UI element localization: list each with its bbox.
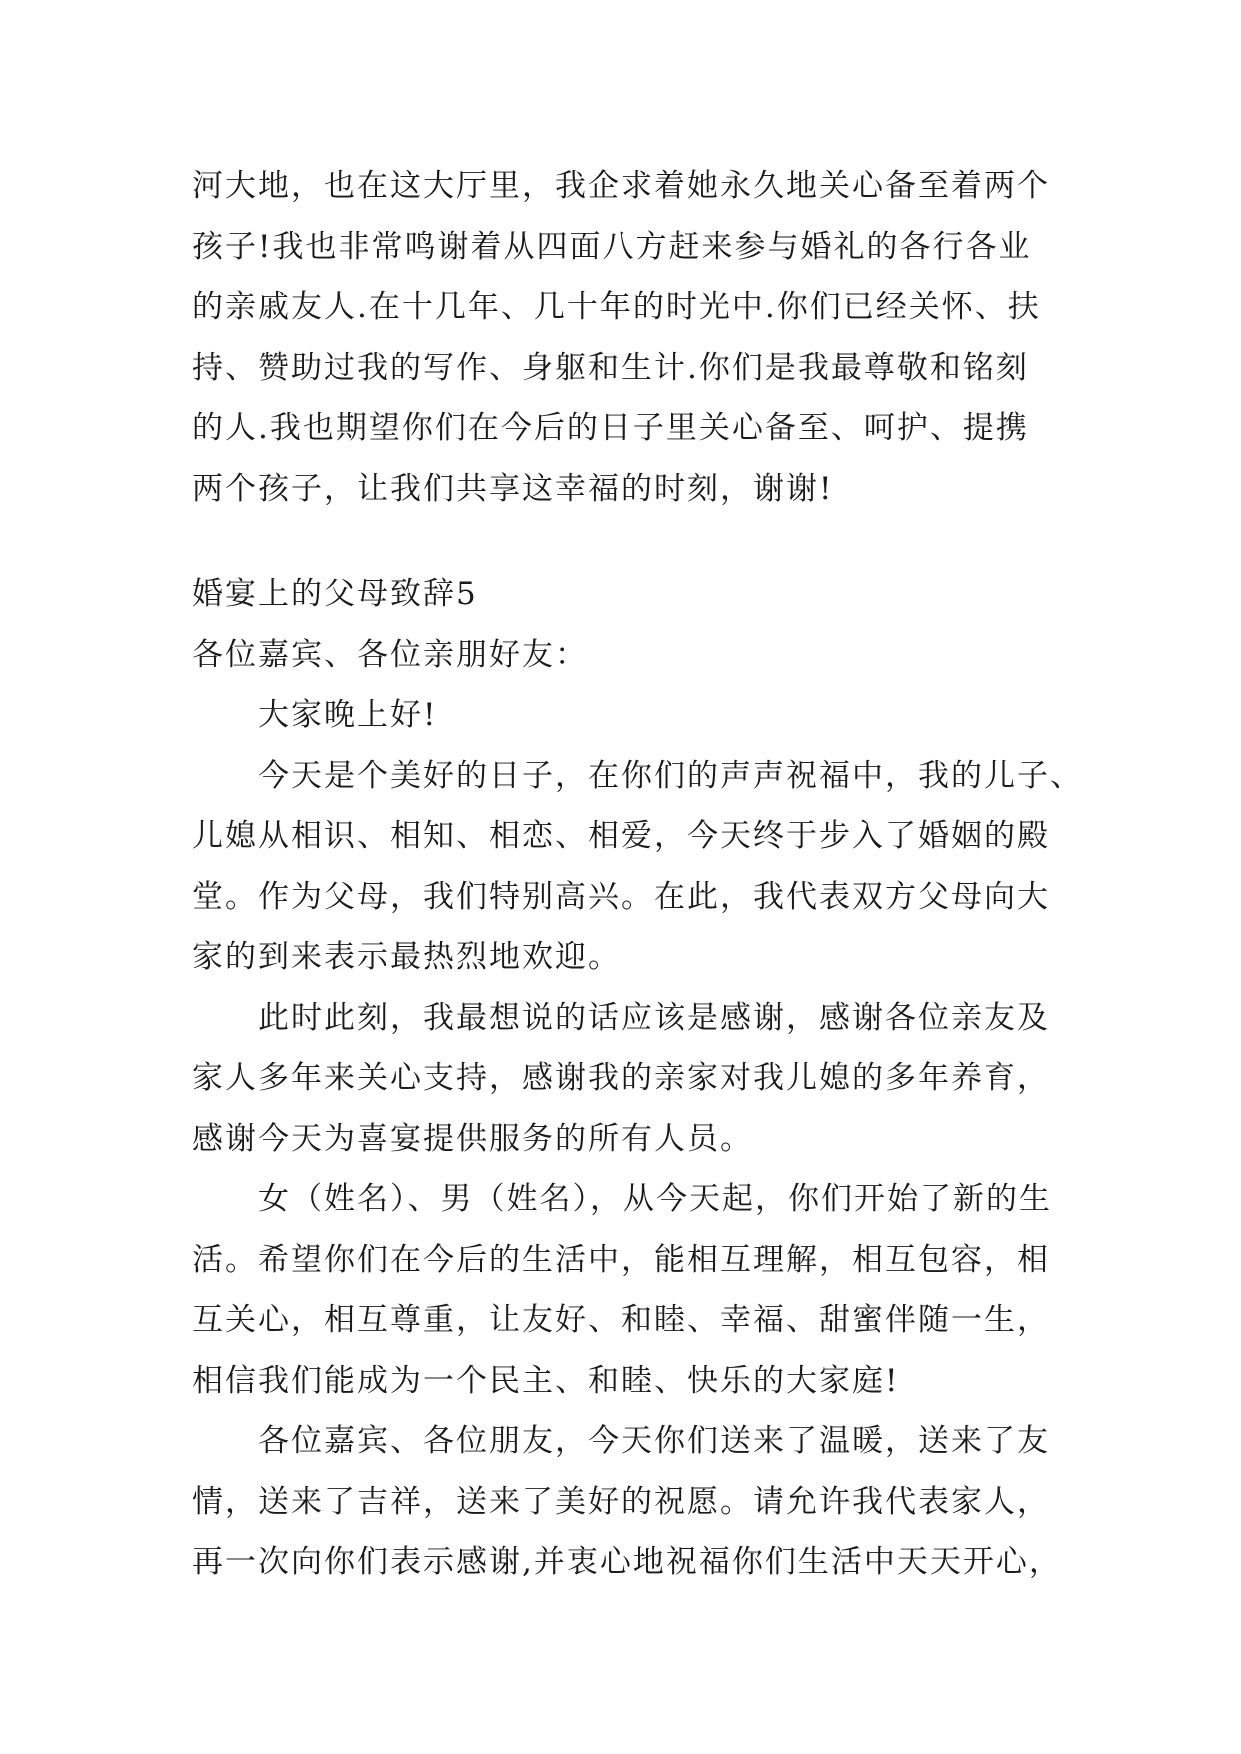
text-line: 两个孩子，让我们共享这幸福的时刻，谢谢! xyxy=(192,470,834,507)
text-line: 持、赞助过我的写作、身躯和生计.你们是我最尊敬和铭刻 xyxy=(192,349,1029,386)
text-line: 相信我们能成为一个民主、和睦、快乐的大家庭! xyxy=(192,1362,900,1399)
section-title: 婚宴上的父母致辞5 xyxy=(192,576,478,612)
paragraph-3 xyxy=(192,1169,1052,1411)
continued-paragraph xyxy=(192,156,1052,519)
salutation: 各位嘉宾、各位亲朋好友： xyxy=(192,636,588,673)
greeting: 大家晚上好! xyxy=(258,697,438,733)
text-line: 孩子!我也非常鸣谢着从四面八方赶来参与婚礼的各行各业 xyxy=(192,228,1032,265)
text-line: 女（姓名）、男（姓名），从今天起，你们开始了新的生 xyxy=(258,1181,1052,1217)
text-line: 今天是个美好的日子，在你们的声声祝福中，我的儿子、 xyxy=(258,757,1083,794)
text-line: 儿媳从相识、相知、相恋、相爱，今天终于步入了婚姻的殿 xyxy=(192,818,1050,854)
text-line: 此时此刻，我最想说的话应该是感谢，感谢各位亲友及 xyxy=(258,999,1050,1036)
speech-section xyxy=(192,564,1083,1593)
text-line: 再一次向你们表示感谢,并衷心地祝福你们生活中天天开心， xyxy=(192,1544,1062,1580)
text-line: 的人.我也期望你们在今后的日子里关心备至、呵护、提携 xyxy=(192,410,1029,446)
paragraph-2 xyxy=(192,988,1052,1170)
text-line: 感谢今天为喜宴提供服务的所有人员。 xyxy=(192,1120,753,1157)
text-line: 家的到来表示最热烈地欢迎。 xyxy=(192,939,621,975)
text-line: 活。希望你们在今后的生活中，能相互理解，相互包容，相 xyxy=(192,1241,1050,1278)
paragraph-1 xyxy=(192,746,1083,988)
text-line: 情，送来了吉祥，送来了美好的祝愿。请允许我代表家人， xyxy=(192,1483,1050,1520)
text-line: 的亲戚友人.在十几年、几十年的时光中.你们已经关怀、扶 xyxy=(192,289,1041,325)
text-line: 河大地，也在这大厅里，我企求着她永久地关心备至着两个 xyxy=(192,168,1050,204)
text-line: 各位嘉宾、各位朋友，今天你们送来了温暖，送来了友 xyxy=(258,1423,1050,1459)
paragraph-4 xyxy=(192,1411,1062,1593)
text-line: 家人多年来关心支持，感谢我的亲家对我儿媳的多年养育， xyxy=(192,1060,1050,1096)
text-line: 堂。作为父母，我们特别高兴。在此，我代表双方父母向大 xyxy=(192,878,1050,915)
text-line: 互关心，相互尊重，让友好、和睦、幸福、甜蜜伴随一生， xyxy=(192,1302,1050,1338)
